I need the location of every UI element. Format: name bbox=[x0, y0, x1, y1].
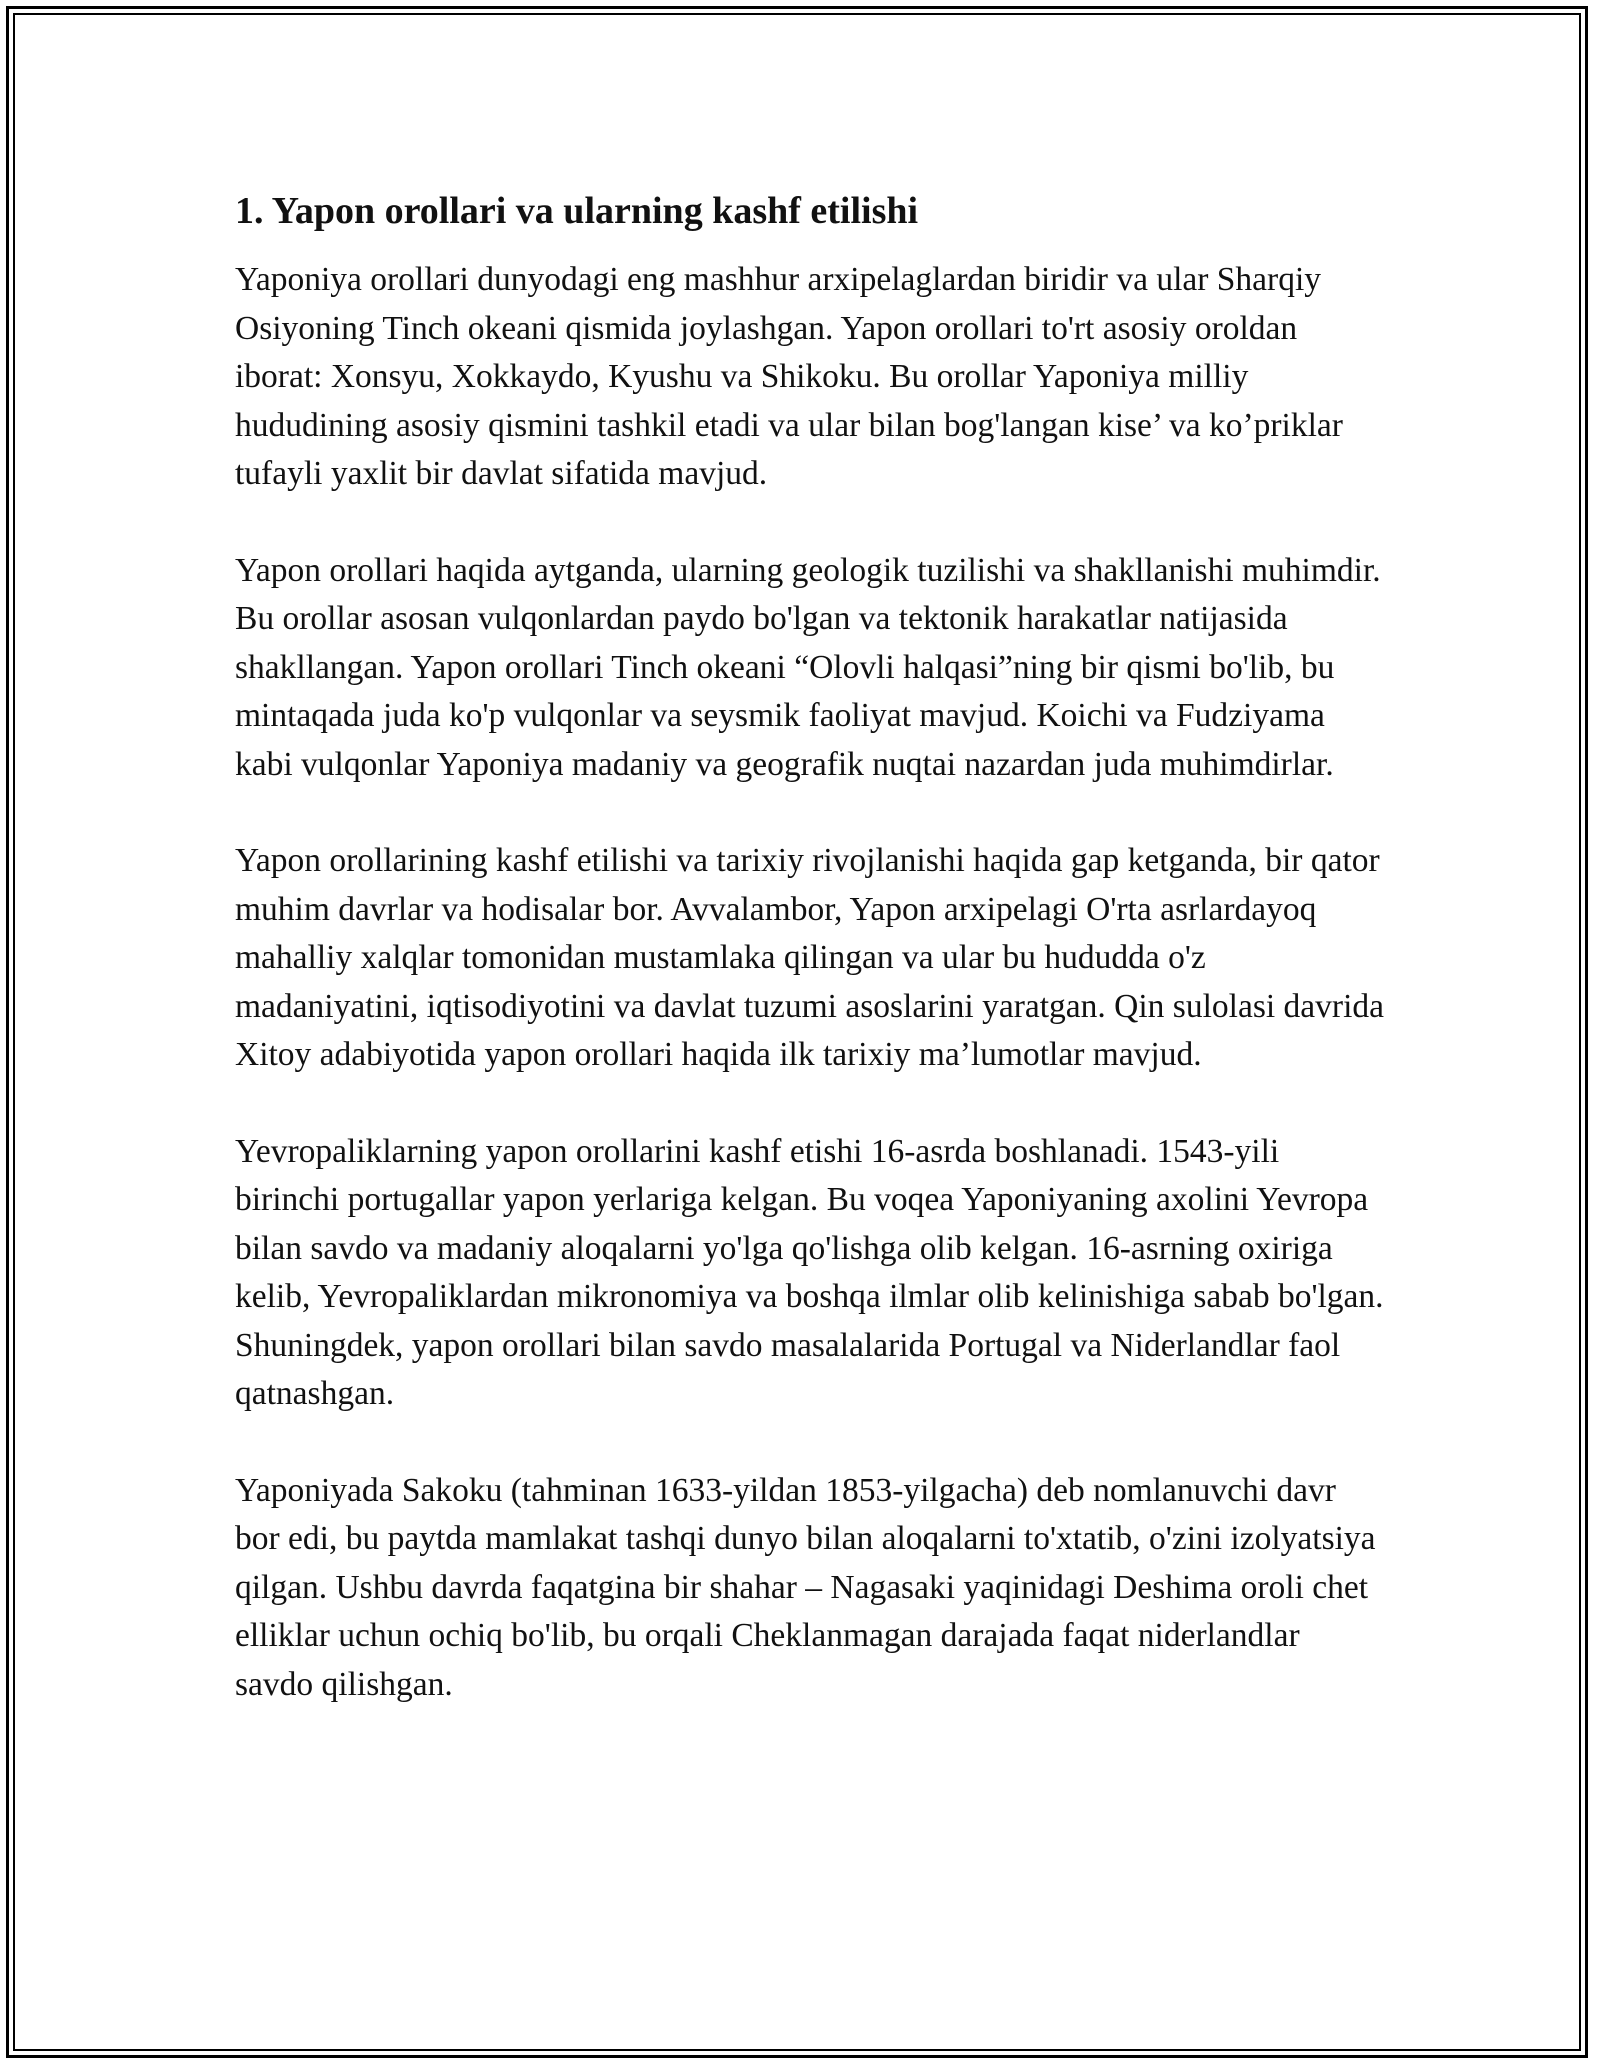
paragraph-5: Yaponiyada Sakoku (tahminan 1633-yildan 1853-yilgacha) deb nomlanuvchi davr bor edi, bu paytda mamlakat tashqi dunyo bilan aloqalarni to'xtatib, o'zini izolyatsiya qilgan. Ushbu davrda faqatgina bir shahar – Nagasaki yaqinidagi Deshima oroli chet elliklar uchun ochiq bo'lib, bu orqali Cheklanmagan darajada faqat niderlandlar savdo qilishgan. bbox=[235, 1471, 1376, 1703]
paragraph-3: Yapon orollarining kashf etilishi va tarixiy rivojlanishi haqida gap ketganda, bir qator muhim davrlar va hodisalar bor. Avvalambor, Yapon arxipelagi O'rta asrlardayoq mahalliy xalqlar tomonidan mustamlaka qilingan va ular bu hududda o'z madaniyatini, iqtisodiyotini va davlat tuzumi asoslarini yaratgan. Qin sulolasi davrida Xitoy adabiyotida yapon orollari haqida ilk tarixiy ma’lumotlar mavjud. bbox=[235, 842, 1384, 1073]
paragraph-4: Yevropaliklarning yapon orollarini kashf etishi 16-asrda boshlanadi. 1543-yili birinchi portugallar yapon yerlariga kelgan. Bu voqea Yaponiyaning axolini Yevropa bilan savdo va madaniy aloqalarni yo'lga qo'lishga olib kelgan. 16-asrning oxiriga kelib, Yevropaliklardan mikronomiya va boshqa ilmlar olib kelinishiga sabab bo'lgan. Shuningdek, yapon orollari bilan savdo masalalarida Portugal va Niderlandlar faol qatnashgan. bbox=[235, 1132, 1384, 1412]
document-body bbox=[235, 186, 1385, 1757]
section-title: 1. Yapon orollari va ularning kashf etilishi bbox=[235, 190, 919, 232]
paragraph-1: Yaponiya orollari dunyodagi eng mashhur arxipelaglardan biridir va ular Sharqiy Osiyoning Tinch okeani qismida joylashgan. Yapon orollari to'rt asosiy oroldan iborat: Xonsyu, Xokkaydo, Kyushu va Shikoku. Bu orollar Yaponiya milliy hududining asosiy qismini tashkil etadi va ular bilan bog'langan kise’ va ko’priklar tufayli yaxlit bir davlat sifatida mavjud. bbox=[235, 261, 1343, 492]
paragraph-2: Yapon orollari haqida aytganda, ularning geologik tuzilishi va shakllanishi muhimdir. Bu orollar asosan vulqonlardan paydo bo'lgan va tektonik harakatlar natijasida shakllangan. Yapon orollari Tinch okeani “Olovli halqasi”ning bir qismi bo'lib, bu mintaqada juda ko'p vulqonlar va seysmik faoliyat mavjud. Koichi va Fudziyama kabi vulqonlar Yaponiya madaniy va geografik nuqtai nazardan juda muhimdirlar. bbox=[235, 551, 1381, 783]
